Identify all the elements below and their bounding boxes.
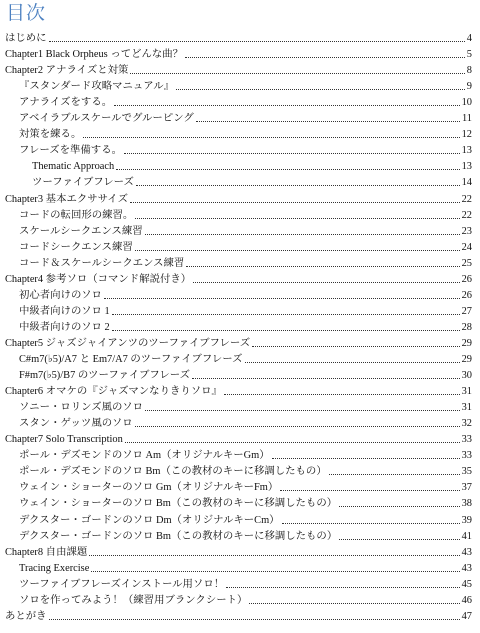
toc-entry-page: 30 xyxy=(461,370,472,382)
toc-entry[interactable] xyxy=(0,527,472,543)
dot-leader xyxy=(135,426,460,427)
dot-leader xyxy=(130,73,464,74)
toc-entry-label: 初心者向けのソロ xyxy=(19,289,102,301)
toc-entry-label: アナライズをする。 xyxy=(19,97,113,109)
toc-entry-label: コードシークエンス練習 xyxy=(19,241,133,253)
toc-entry-label: ソニー・ロリンズ風のソロ xyxy=(19,402,143,414)
dot-leader xyxy=(104,298,460,299)
toc-entry-page: 13 xyxy=(461,145,472,157)
dot-leader xyxy=(226,587,460,588)
toc-entry-label: アベイラブルスケールでグルーピング xyxy=(19,113,194,125)
toc-entry-page: 11 xyxy=(461,113,472,125)
toc-entry[interactable] xyxy=(0,318,472,334)
toc-entry-page: 23 xyxy=(461,225,472,237)
toc-entry[interactable] xyxy=(0,222,472,238)
dot-leader xyxy=(135,218,459,219)
toc-entry-page: 31 xyxy=(461,386,472,398)
dot-leader xyxy=(112,314,460,315)
toc-entry[interactable] xyxy=(0,398,472,414)
dot-leader xyxy=(114,105,460,106)
toc-entry-page: 25 xyxy=(461,257,472,269)
dot-leader xyxy=(185,57,465,58)
dot-leader xyxy=(224,394,460,395)
dot-leader xyxy=(135,250,460,251)
toc-entry[interactable] xyxy=(0,607,472,623)
toc-entry-page: 5 xyxy=(466,49,472,61)
toc-entry-page: 24 xyxy=(461,241,472,253)
toc-entry[interactable] xyxy=(0,414,472,430)
toc-entry-page: 13 xyxy=(461,161,472,173)
toc-entry-page: 28 xyxy=(461,321,472,333)
toc-entry-page: 39 xyxy=(461,514,472,526)
toc-entry-label: Chapter6 オマケの『ジャズマンなりきりソロ』 xyxy=(5,386,222,398)
toc-entry-label: はじめに xyxy=(5,33,47,44)
toc-entry-page: 33 xyxy=(461,450,472,462)
dot-leader xyxy=(83,137,459,138)
toc-entry[interactable] xyxy=(0,270,472,286)
dot-leader xyxy=(339,539,459,540)
dot-leader xyxy=(112,330,460,331)
toc-entry-label: ツーファイブフレーズ xyxy=(32,177,134,189)
dot-leader xyxy=(91,571,459,572)
toc-entry-page: 43 xyxy=(461,546,472,558)
toc-entry-page: 26 xyxy=(461,273,472,285)
toc-entry-label: スケールシークエンス練習 xyxy=(19,225,143,237)
toc-entry-page: 4 xyxy=(466,33,472,44)
dot-leader xyxy=(339,506,460,507)
toc-entry-page: 32 xyxy=(461,418,472,430)
dot-leader xyxy=(130,202,460,203)
toc-entry[interactable] xyxy=(0,559,472,575)
toc-entry[interactable] xyxy=(0,382,472,398)
toc-entry[interactable] xyxy=(0,430,472,446)
toc-entry[interactable] xyxy=(0,366,472,382)
toc-entry[interactable] xyxy=(0,446,472,462)
toc-entry-page: 22 xyxy=(461,209,472,221)
toc-entry-label: F#m7(♭5)/B7 のツーファイブフレーズ xyxy=(19,370,190,382)
toc-entry[interactable] xyxy=(0,173,472,189)
dot-leader xyxy=(193,282,459,283)
toc-entry-label: コードの転回形の練習。 xyxy=(19,209,134,221)
toc-entry-label: ウェイン・ショーターのソロ Bm（この教材のキーに移調したもの） xyxy=(19,498,338,510)
toc-entry-page: 29 xyxy=(461,354,472,365)
toc-entry-page: 41 xyxy=(461,530,472,542)
dot-leader xyxy=(145,410,460,411)
toc-entry-page: 33 xyxy=(461,434,472,446)
dot-leader xyxy=(192,378,460,379)
toc-entry-label: Tracing Exercise xyxy=(19,562,90,574)
toc-entry-page: 29 xyxy=(461,337,472,349)
dot-leader xyxy=(245,362,460,363)
toc-entry-page: 10 xyxy=(461,97,472,109)
toc-entry[interactable] xyxy=(0,190,472,206)
toc-entry-page: 31 xyxy=(461,402,472,414)
toc-entry[interactable] xyxy=(0,302,472,318)
toc-entry[interactable] xyxy=(0,125,472,141)
dot-leader xyxy=(272,458,460,459)
toc-entry-label: 中級者向けのソロ 2 xyxy=(19,321,110,333)
toc-entry-label: あとがき xyxy=(5,610,47,622)
toc-entry-page: 14 xyxy=(461,177,472,189)
toc-entry-label: デクスター・ゴードンのソロ Bm（この教材のキーに移調したもの） xyxy=(19,530,338,542)
toc-entry-label: ポール・デズモンドのソロ Bm（この教材のキーに移調したもの） xyxy=(19,466,327,478)
toc-entry[interactable] xyxy=(0,334,472,350)
toc-entry[interactable] xyxy=(0,543,472,559)
toc-entry-label: Chapter5 ジャズジャイアンツのツーファイブフレーズ xyxy=(5,337,251,349)
toc-entry-page: 26 xyxy=(461,289,472,301)
toc-entry-label: Chapter4 参考ソロ（コマンド解説付き） xyxy=(5,273,192,285)
dot-leader xyxy=(282,523,460,524)
toc-entry[interactable] xyxy=(0,575,472,591)
toc-entry-page: 38 xyxy=(461,498,472,510)
toc-entry[interactable] xyxy=(0,157,472,173)
toc-entry-label: 中級者向けのソロ 1 xyxy=(19,305,110,317)
toc-entry[interactable] xyxy=(0,494,472,510)
toc-entry-page: 9 xyxy=(466,81,472,93)
dot-leader xyxy=(252,346,459,347)
toc-entry[interactable] xyxy=(0,93,472,109)
toc-entry-label: ツーファイブフレーズインストール用ソロ！ xyxy=(19,578,225,590)
dot-leader xyxy=(196,121,460,122)
toc-entry-label: デクスター・ゴードンのソロ Dm（オリジナルキーCm） xyxy=(19,514,280,526)
toc-entry-page: 12 xyxy=(461,129,472,141)
toc-entry-page: 43 xyxy=(461,562,472,574)
dot-leader xyxy=(329,474,460,475)
toc-entry[interactable] xyxy=(0,141,472,157)
toc-entry[interactable] xyxy=(0,462,472,478)
dot-leader xyxy=(186,266,459,267)
toc-entry-page: 45 xyxy=(461,578,472,590)
toc-entry-page: 35 xyxy=(461,466,472,478)
toc-entry-label: 対策を練る。 xyxy=(19,129,82,141)
dot-leader xyxy=(145,234,460,235)
dot-leader xyxy=(125,442,460,443)
toc-entry-label: Chapter2 アナライズと対策 xyxy=(5,65,129,77)
toc-entry-label: ソロを作ってみよう！（練習用ブランクシート） xyxy=(19,594,248,606)
toc-entry-page: 47 xyxy=(461,610,472,622)
toc-entry[interactable] xyxy=(0,45,472,61)
toc-entry[interactable] xyxy=(0,238,472,254)
toc-entry-page: 37 xyxy=(461,482,472,494)
dot-leader xyxy=(124,153,460,154)
toc-entry-label: Chapter1 Black Orpheus ってどんな曲？ xyxy=(5,49,184,61)
toc-entry[interactable] xyxy=(0,478,472,494)
dot-leader xyxy=(116,169,459,170)
dot-leader xyxy=(176,89,465,90)
toc-entry-label: コード＆スケールシークエンス練習 xyxy=(19,257,185,269)
dot-leader xyxy=(280,490,459,491)
toc-entry[interactable] xyxy=(0,61,472,77)
toc-entry-label: ポール・デズモンドのソロ Am（オリジナルキーGm） xyxy=(19,450,270,462)
toc-entry-label: Chapter8 自由課題 xyxy=(5,546,88,558)
toc-entry-label: C#m7(♭5)/A7 と Em7/A7 のツーファイブフレーズ xyxy=(19,354,243,365)
toc-entry-label: ウェイン・ショーターのソロ Gm（オリジナルキーFm） xyxy=(19,482,279,494)
toc-entry-label: Chapter3 基本エクササイズ xyxy=(5,193,128,205)
page-title: 目次 xyxy=(6,2,47,24)
toc-entry[interactable] xyxy=(0,77,472,93)
toc-entry[interactable] xyxy=(0,206,472,222)
toc-entry-page: 27 xyxy=(461,305,472,317)
dot-leader xyxy=(249,603,459,604)
toc-entry[interactable] xyxy=(0,591,472,607)
toc-entry[interactable] xyxy=(0,350,472,366)
toc-entry-label: Chapter7 Solo Transcription xyxy=(5,434,123,446)
toc-entry-label: スタン・ゲッツ風のソロ xyxy=(19,418,133,430)
toc-entry[interactable] xyxy=(0,254,472,270)
toc-entry-label: Thematic Approach xyxy=(32,161,115,173)
toc-entry[interactable] xyxy=(0,29,472,45)
toc-entry-page: 8 xyxy=(466,65,472,77)
dot-leader xyxy=(89,555,459,556)
toc-entry-page: 22 xyxy=(461,193,472,205)
dot-leader xyxy=(49,41,465,42)
toc-entry-label: フレーズを準備する。 xyxy=(19,145,122,157)
toc-entry[interactable] xyxy=(0,286,472,302)
toc-entry[interactable] xyxy=(0,511,472,527)
toc-entry-label: 『スタンダード攻略マニュアル』 xyxy=(19,81,175,93)
toc-entry[interactable] xyxy=(0,109,472,125)
dot-leader xyxy=(136,185,460,186)
dot-leader xyxy=(49,619,460,620)
toc-entry-page: 46 xyxy=(461,594,472,606)
